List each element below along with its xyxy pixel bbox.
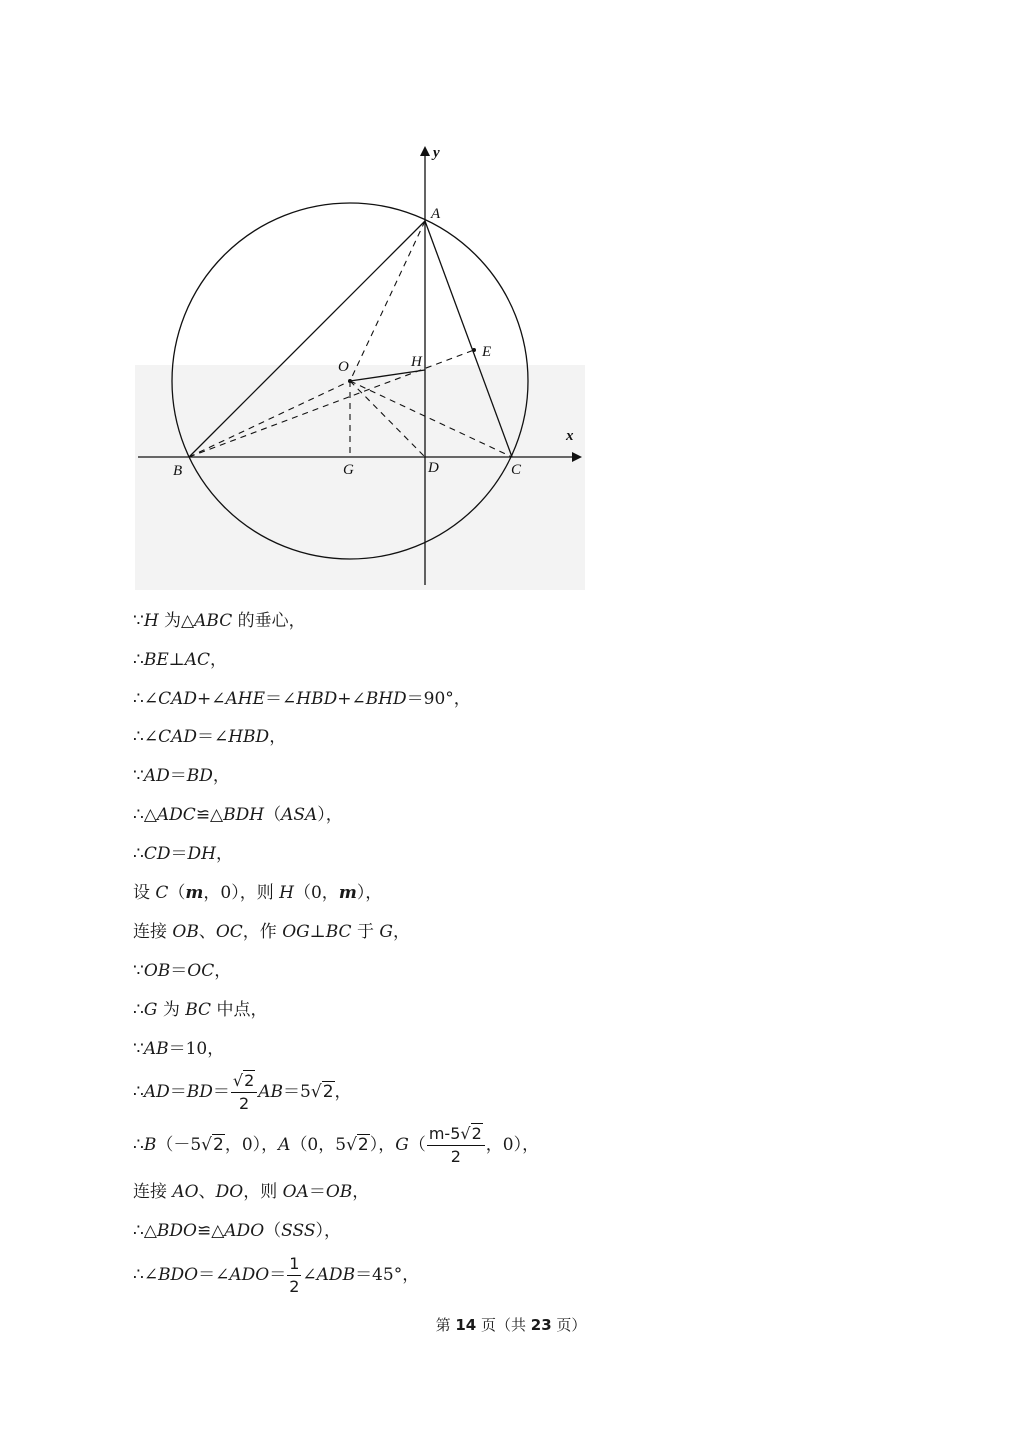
text: ≌△ — [196, 1221, 225, 1241]
var: BD — [186, 1082, 213, 1102]
text: ∴ — [133, 1082, 144, 1102]
var: ADO — [224, 1221, 265, 1241]
step-line-7 — [133, 842, 233, 866]
text: （－5 — [156, 1135, 202, 1155]
step-line-10 — [133, 959, 231, 983]
step-line-15 — [133, 1180, 369, 1204]
sqrt — [346, 1133, 370, 1157]
text: ＝90°， — [406, 689, 471, 709]
label-E: E — [482, 344, 492, 360]
var: BDO — [158, 1265, 199, 1285]
step-line-12 — [133, 1037, 224, 1061]
sqrt — [233, 1070, 255, 1092]
text: ，0）， — [485, 1135, 540, 1155]
step-line-13 — [133, 1070, 352, 1115]
label-A: A — [431, 206, 441, 222]
label-H: H — [411, 354, 422, 370]
text: ＝∠ — [198, 1265, 230, 1285]
text: ∵ — [133, 961, 144, 981]
text: 于 — [351, 922, 380, 942]
text: ∴ — [133, 1135, 144, 1155]
var: BHD — [365, 689, 407, 709]
text: 连接 — [133, 1182, 173, 1202]
text: 为△ — [158, 611, 195, 631]
text: ∴∠ — [133, 727, 159, 747]
var: G — [395, 1135, 409, 1155]
text: +∠ — [337, 689, 366, 709]
text: ， — [210, 650, 228, 670]
footer-text: 第 — [435, 1316, 456, 1334]
fraction-numerator — [427, 1123, 485, 1146]
fraction-numerator — [231, 1070, 257, 1093]
text: 、 — [198, 922, 216, 942]
text: ∴△ — [133, 1221, 157, 1241]
radical-sign: √ — [232, 1071, 244, 1090]
var: HBD — [296, 689, 338, 709]
radical-sign: √ — [346, 1135, 357, 1155]
text: 设 — [133, 883, 156, 903]
var: OG — [282, 922, 310, 942]
text: m-5 — [428, 1124, 461, 1143]
step-line-11 — [133, 998, 267, 1022]
text: ＝10， — [168, 1039, 225, 1059]
var: BDO — [156, 1221, 197, 1241]
var: AC — [184, 650, 211, 670]
fraction — [287, 1253, 301, 1298]
text: ，则 — [243, 1182, 283, 1202]
total-pages: 23 — [530, 1316, 552, 1334]
text: ＝45°， — [355, 1265, 420, 1285]
var: DO — [215, 1182, 244, 1202]
footer-text: 页） — [551, 1316, 587, 1334]
step-line-1 — [133, 609, 306, 633]
label-G: G — [343, 462, 354, 478]
text: ∠ — [302, 1265, 317, 1285]
text: （ — [264, 805, 282, 825]
point-E — [472, 348, 476, 352]
fraction — [231, 1070, 257, 1115]
var: A — [278, 1135, 291, 1155]
var: BC — [325, 922, 352, 942]
text: （0， — [293, 883, 339, 903]
step-line-8 — [133, 881, 382, 905]
text: （ — [408, 1135, 426, 1155]
var: AD — [143, 766, 170, 786]
label-D: D — [428, 460, 439, 476]
sqrt — [311, 1080, 335, 1104]
text: ， — [269, 727, 287, 747]
text: ，作 — [242, 922, 283, 942]
radicand: 2 — [244, 1071, 255, 1090]
radical-sign: √ — [460, 1124, 471, 1143]
var: m — [338, 883, 357, 903]
step-line-14 — [133, 1123, 539, 1168]
fraction-denominator: 2 — [450, 1147, 461, 1166]
text: ，0）， — [224, 1135, 279, 1155]
fraction-denominator: 2 — [289, 1277, 300, 1296]
page-number: 14 — [455, 1316, 477, 1334]
step-line-2 — [133, 648, 227, 672]
var: G — [143, 1000, 158, 1020]
step-line-5 — [133, 764, 230, 788]
var: HBD — [228, 727, 270, 747]
point-O — [348, 379, 352, 383]
radical-sign: √ — [201, 1135, 212, 1155]
text: ∵ — [133, 1039, 144, 1059]
text: ， — [212, 766, 230, 786]
var: AD — [143, 1082, 170, 1102]
text: ＝ — [269, 1265, 287, 1285]
var: ADC — [156, 805, 196, 825]
step-line-4 — [133, 725, 286, 749]
var: C — [155, 883, 169, 903]
var: AO — [172, 1182, 199, 1202]
text: 、 — [198, 1182, 216, 1202]
var: OA — [282, 1182, 309, 1202]
text: 为 — [157, 1000, 186, 1020]
var: BE — [143, 650, 169, 670]
var: DH — [187, 844, 216, 864]
text: ＝ — [169, 1082, 187, 1102]
sqrt — [460, 1123, 482, 1145]
var: m — [185, 883, 204, 903]
var: ADO — [229, 1265, 270, 1285]
var: BD — [186, 766, 213, 786]
text: 连接 — [133, 922, 173, 942]
text: ＝ — [308, 1182, 326, 1202]
var: ASA — [281, 805, 318, 825]
var: G — [379, 922, 393, 942]
text: ∴△ — [133, 805, 157, 825]
var: ADB — [316, 1265, 356, 1285]
text: 的垂心， — [232, 611, 306, 631]
var: OB — [172, 922, 199, 942]
step-line-6 — [133, 803, 343, 827]
text: ）， — [369, 1135, 396, 1155]
text: ∴∠ — [133, 1265, 159, 1285]
geometry-figure — [135, 140, 585, 590]
var: OC — [215, 922, 243, 942]
text: ≌△ — [195, 805, 224, 825]
var: AHE — [225, 689, 265, 709]
y-axis-label: y — [433, 145, 440, 161]
var: OB — [325, 1182, 353, 1202]
label-C: C — [511, 462, 522, 478]
fraction-denominator: 2 — [238, 1094, 250, 1113]
var: AB — [258, 1082, 284, 1102]
var: CD — [143, 844, 171, 864]
text: ⊥ — [309, 922, 326, 942]
var: BC — [185, 1000, 212, 1020]
text: ∴∠ — [133, 689, 159, 709]
x-axis-label: x — [566, 428, 574, 444]
text: ＝ — [170, 961, 188, 981]
radicand: 2 — [471, 1124, 482, 1143]
text: ， — [334, 1082, 352, 1102]
step-line-9 — [133, 920, 410, 944]
fraction-numerator: 1 — [287, 1253, 301, 1276]
text: ＝∠ — [196, 727, 229, 747]
radicand: 2 — [357, 1135, 369, 1155]
text: ∴ — [133, 1000, 144, 1020]
text: ∵ — [133, 766, 144, 786]
text: ∵ — [133, 611, 144, 631]
step-line-17 — [133, 1253, 419, 1298]
var: SSS — [281, 1221, 316, 1241]
var: CAD — [158, 727, 197, 747]
text: （ — [168, 883, 186, 903]
sqrt — [201, 1133, 225, 1157]
fraction — [427, 1123, 485, 1168]
text: ＝ — [212, 1082, 230, 1102]
var: H — [143, 611, 159, 631]
text: ）， — [315, 1221, 341, 1241]
var: B — [143, 1135, 157, 1155]
text: ＝ — [170, 844, 188, 864]
text: ＝∠ — [265, 689, 297, 709]
step-line-16 — [133, 1219, 341, 1243]
text: ）， — [356, 883, 383, 903]
text: ， — [392, 922, 410, 942]
var: ABC — [194, 611, 233, 631]
text: ＝ — [169, 766, 187, 786]
text: （0，5 — [290, 1135, 347, 1155]
text: ， — [352, 1182, 370, 1202]
label-O: O — [338, 359, 349, 375]
page-footer — [0, 1314, 1022, 1335]
var: OC — [187, 961, 215, 981]
var: BDH — [223, 805, 265, 825]
text: ∴ — [133, 844, 144, 864]
var: AB — [143, 1039, 169, 1059]
text: ， — [215, 844, 233, 864]
text: 中点， — [211, 1000, 268, 1020]
var: H — [279, 883, 294, 903]
step-line-3 — [133, 687, 471, 711]
text: （ — [264, 1221, 282, 1241]
radicand: 2 — [213, 1135, 224, 1155]
label-B: B — [173, 463, 183, 479]
text: ， — [214, 961, 232, 981]
text: ∴ — [133, 650, 144, 670]
text: ⊥ — [168, 650, 185, 670]
text: +∠ — [196, 689, 226, 709]
text: ＝5 — [283, 1082, 311, 1102]
text: ）， — [317, 805, 343, 825]
radical-sign: √ — [310, 1082, 322, 1102]
var: CAD — [158, 689, 197, 709]
radicand: 2 — [322, 1082, 334, 1102]
text: ，0），则 — [203, 883, 280, 903]
footer-text: 页（共 — [476, 1316, 531, 1334]
var: OB — [143, 961, 171, 981]
